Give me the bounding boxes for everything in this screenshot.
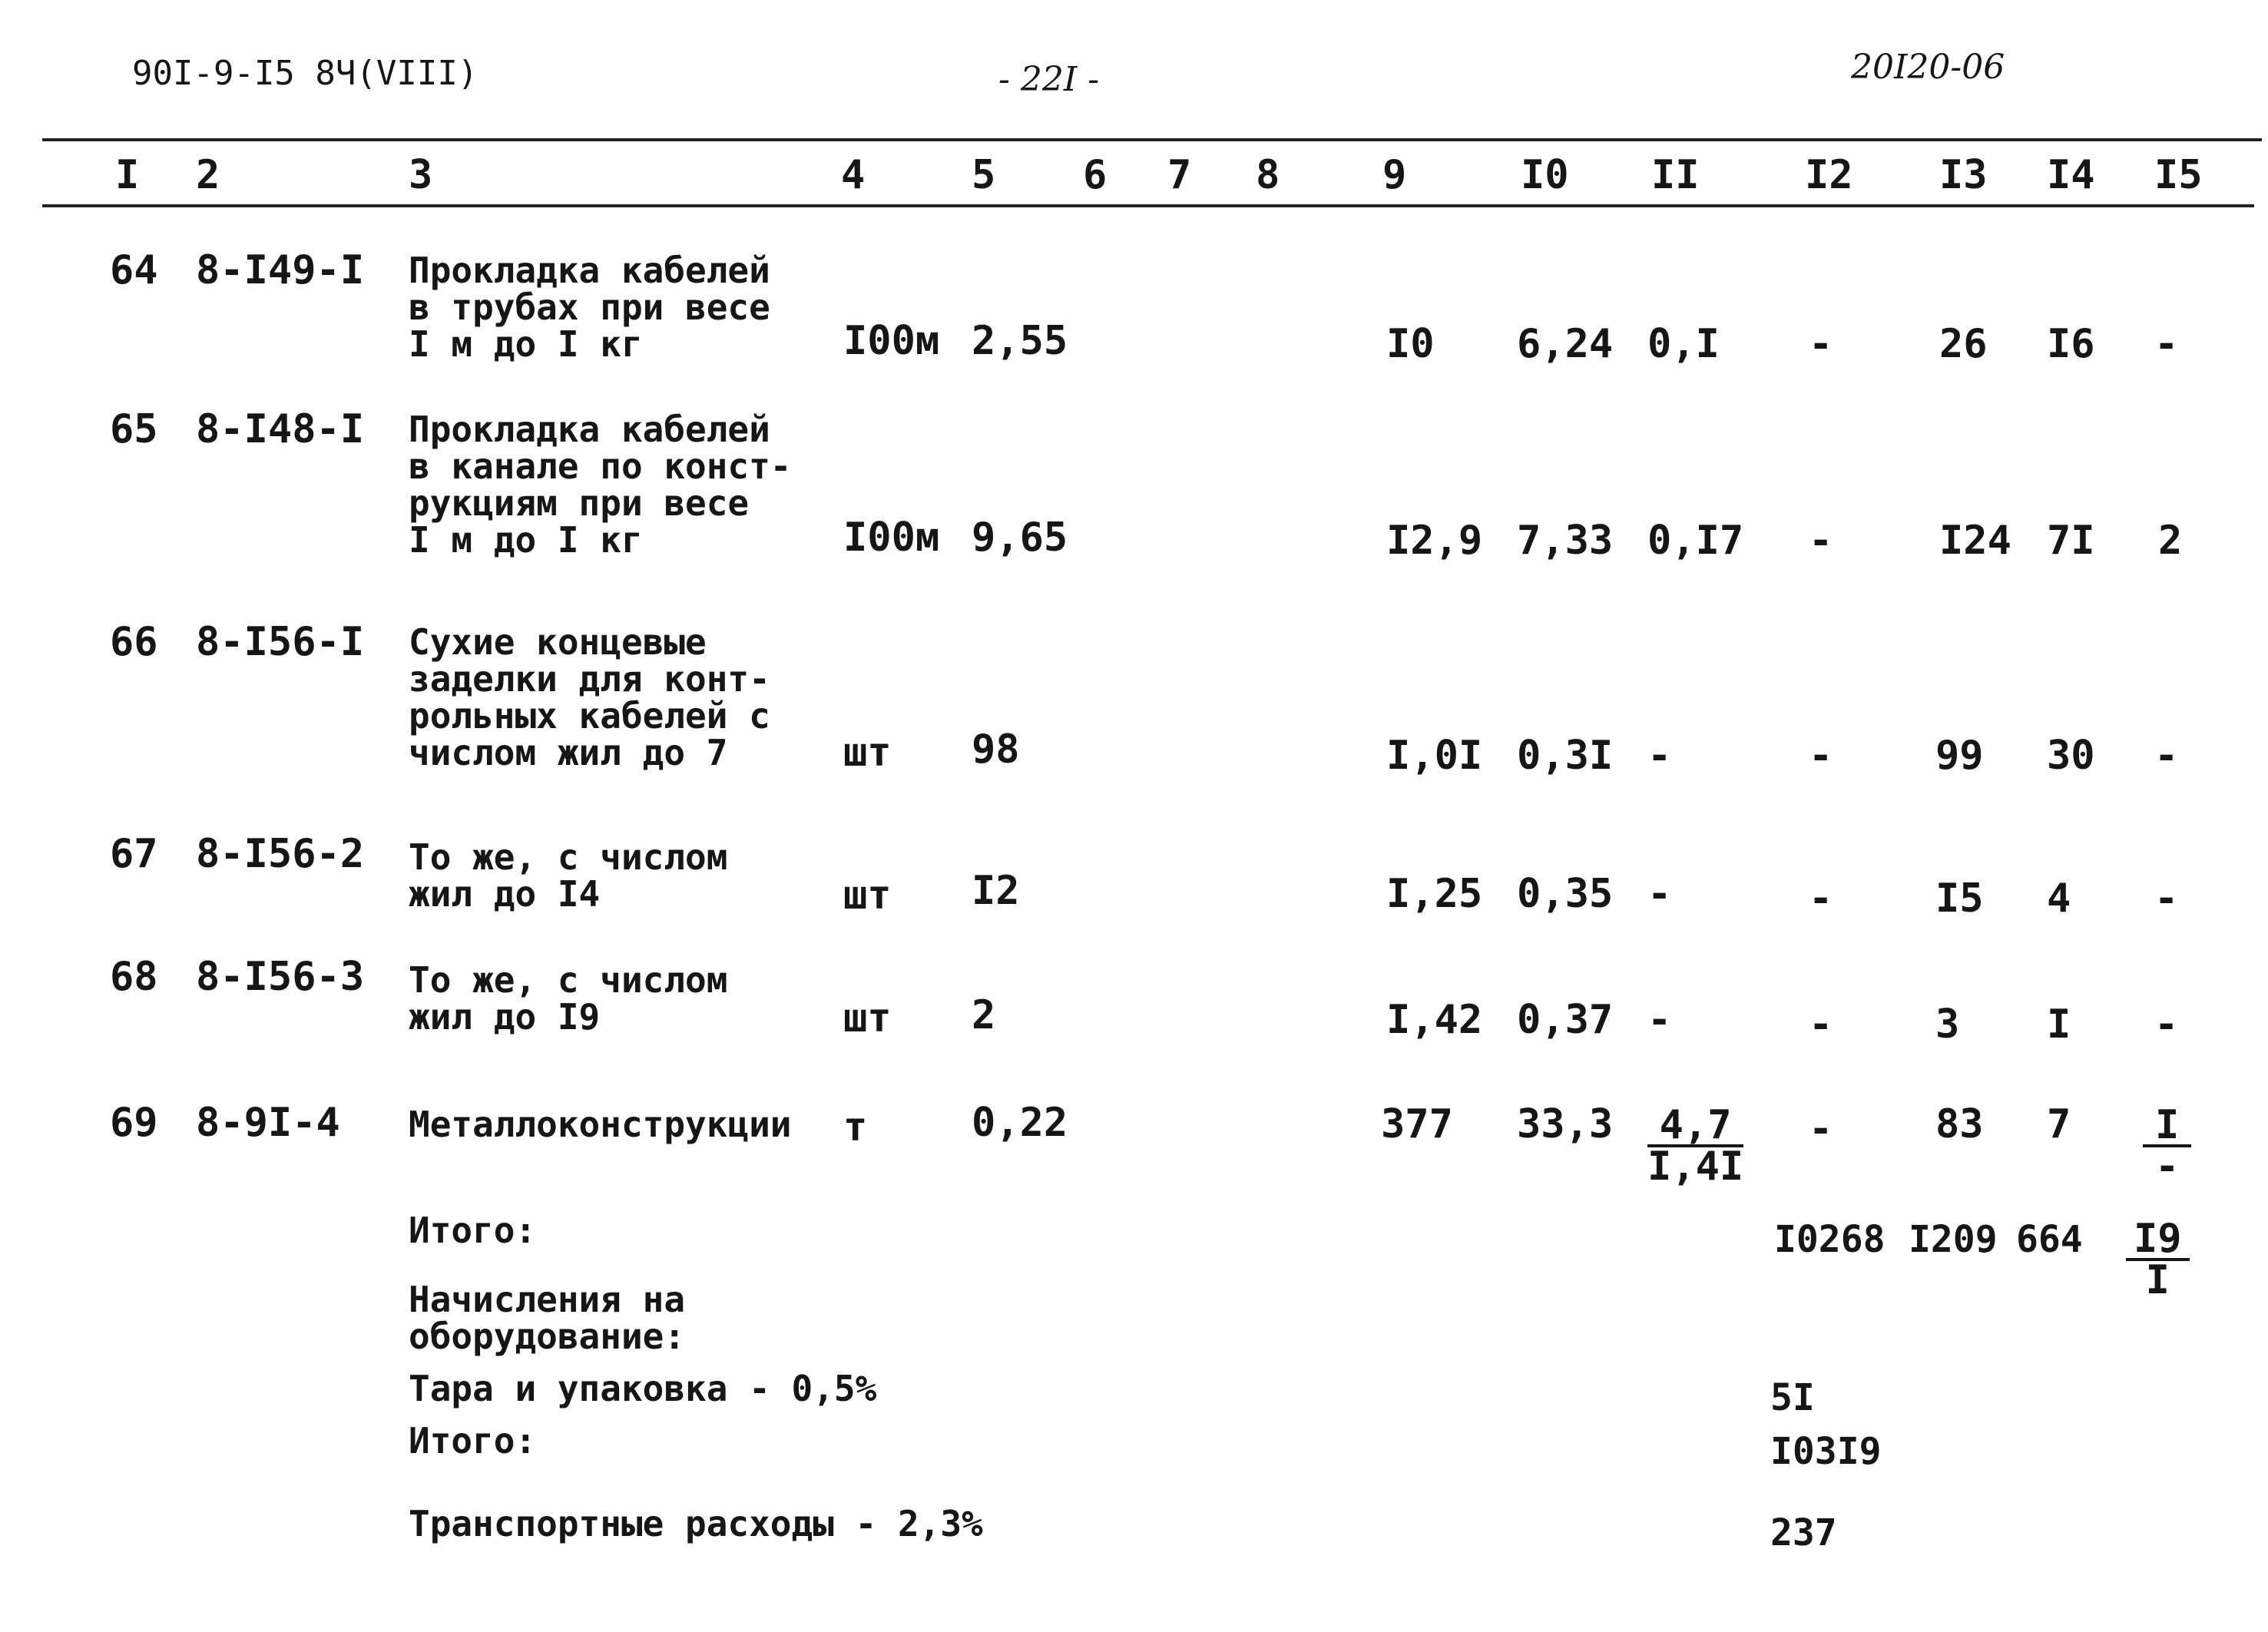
page-number: - 22I - bbox=[998, 60, 1100, 99]
row-number: 64 bbox=[110, 247, 158, 293]
row-description: Прокладка кабелей в трубах при весе I м до I кг bbox=[409, 250, 770, 365]
fraction-denominator: - bbox=[2155, 1144, 2180, 1190]
top-rule bbox=[42, 138, 2262, 141]
column-header-11: II bbox=[1651, 152, 1700, 198]
row-col11-fraction bbox=[1647, 1102, 1744, 1190]
row-number: 66 bbox=[110, 619, 158, 665]
row-description: То же, с числом жил до I9 bbox=[409, 959, 728, 1038]
row-number: 69 bbox=[110, 1100, 158, 1146]
row-col15: 2 bbox=[2158, 518, 2183, 564]
row-unit: I00м bbox=[843, 318, 940, 364]
fraction-denominator: I bbox=[2145, 1257, 2170, 1303]
fraction-numerator: I bbox=[2143, 1106, 2191, 1147]
row-col12: - bbox=[1809, 1001, 1833, 1048]
row-code: 8-9I-4 bbox=[196, 1100, 340, 1146]
column-header-4: 4 bbox=[841, 152, 866, 198]
row-col9: I2,9 bbox=[1386, 518, 1483, 564]
column-header-6: 6 bbox=[1083, 152, 1108, 198]
row-col5: 98 bbox=[972, 727, 1020, 773]
column-header-1: I bbox=[115, 152, 140, 198]
row-col12: - bbox=[1809, 1106, 1833, 1152]
row-unit: т bbox=[843, 1104, 868, 1150]
subtotal-label: Итого: bbox=[409, 1420, 537, 1462]
row-number: 67 bbox=[110, 831, 158, 877]
row-col9: I,25 bbox=[1386, 871, 1483, 917]
row-col13: I5 bbox=[1935, 876, 1984, 922]
row-col14: 4 bbox=[2047, 876, 2071, 922]
row-description: То же, с числом жил до I4 bbox=[409, 836, 728, 915]
row-col14: 7 bbox=[2047, 1101, 2071, 1147]
row-col11: 0,I7 bbox=[1647, 518, 1744, 564]
column-header-8: 8 bbox=[1256, 152, 1280, 198]
row-col14: 30 bbox=[2047, 733, 2095, 779]
row-col9: 377 bbox=[1381, 1101, 1453, 1147]
column-header-3: 3 bbox=[409, 152, 433, 198]
total-col15-fraction bbox=[2126, 1216, 2190, 1303]
row-col10: 0,3I bbox=[1517, 733, 1614, 779]
column-header-14: I4 bbox=[2047, 152, 2095, 198]
row-code: 8-I48-I bbox=[196, 406, 365, 452]
reference-number: 20I20-06 bbox=[1851, 48, 2005, 87]
column-header-10: I0 bbox=[1521, 152, 1569, 198]
row-col13: 3 bbox=[1935, 1001, 1960, 1048]
row-col10: 0,35 bbox=[1517, 871, 1614, 917]
row-col5: 0,22 bbox=[972, 1100, 1068, 1146]
row-unit: I00м bbox=[843, 515, 940, 561]
total-col13: I209 bbox=[1909, 1218, 1998, 1261]
row-description: Сухие концевые заделки для конт- рольных кабелей с числом жил до 7 bbox=[409, 621, 770, 773]
row-col15: - bbox=[2154, 876, 2179, 922]
row-col14: I bbox=[2047, 1001, 2071, 1048]
row-description: Прокладка кабелей в канале по конст- рукциям при весе I м до I кг bbox=[409, 409, 792, 561]
row-col11: - bbox=[1647, 871, 1672, 917]
row-col11: 0,I bbox=[1647, 321, 1720, 367]
row-code: 8-I49-I bbox=[196, 247, 365, 293]
column-header-9: 9 bbox=[1382, 152, 1407, 198]
row-col10: 6,24 bbox=[1517, 321, 1614, 367]
row-col12: - bbox=[1809, 876, 1833, 922]
row-col13: I24 bbox=[1939, 518, 2011, 564]
row-col9: I,0I bbox=[1386, 733, 1483, 779]
column-header-15: I5 bbox=[2154, 152, 2203, 198]
transport-value: 237 bbox=[1770, 1511, 1837, 1554]
column-header-12: I2 bbox=[1805, 152, 1853, 198]
row-col5: 2,55 bbox=[972, 318, 1068, 364]
header-bottom-rule bbox=[42, 204, 2254, 207]
row-col14: I6 bbox=[2047, 321, 2095, 367]
row-col15: - bbox=[2154, 1001, 2179, 1048]
fraction-numerator: 4,7 bbox=[1647, 1106, 1743, 1147]
row-col10: 0,37 bbox=[1517, 997, 1614, 1043]
subtotal-value: I03I9 bbox=[1770, 1430, 1882, 1473]
row-col12: - bbox=[1809, 321, 1833, 367]
row-unit: шт bbox=[843, 995, 892, 1041]
row-col12: - bbox=[1809, 518, 1833, 564]
total-col14: 664 bbox=[2016, 1218, 2083, 1261]
total-col12: I0268 bbox=[1774, 1218, 1886, 1261]
row-col13: 99 bbox=[1935, 733, 1984, 779]
row-col15: - bbox=[2154, 733, 2179, 779]
row-col14: 7I bbox=[2047, 518, 2095, 564]
row-code: 8-I56-I bbox=[196, 619, 365, 665]
row-col5: 9,65 bbox=[972, 515, 1068, 561]
row-code: 8-I56-2 bbox=[196, 831, 365, 877]
column-header-5: 5 bbox=[972, 152, 996, 198]
fraction-numerator: I9 bbox=[2126, 1220, 2190, 1261]
row-description: Металлоконструкции bbox=[409, 1104, 792, 1145]
row-col10: 33,3 bbox=[1517, 1101, 1614, 1147]
column-header-7: 7 bbox=[1167, 152, 1192, 198]
total-label: Итого: bbox=[409, 1210, 537, 1251]
row-col9: I,42 bbox=[1386, 997, 1483, 1043]
packaging-label: Тара и упаковка - 0,5% bbox=[409, 1368, 877, 1409]
row-col15-fraction bbox=[2143, 1102, 2191, 1190]
row-unit: шт bbox=[843, 872, 892, 919]
row-col5: 2 bbox=[972, 992, 996, 1038]
row-unit: шт bbox=[843, 730, 892, 776]
row-col11: - bbox=[1647, 733, 1672, 779]
row-col10: 7,33 bbox=[1517, 518, 1614, 564]
equipment-charges-label: Начисления на оборудование: bbox=[409, 1279, 686, 1357]
row-col9: I0 bbox=[1386, 321, 1435, 367]
row-col11: - bbox=[1647, 997, 1672, 1043]
row-number: 68 bbox=[110, 954, 158, 1000]
row-col15: - bbox=[2154, 321, 2179, 367]
column-header-13: I3 bbox=[1939, 152, 1988, 198]
column-header-2: 2 bbox=[196, 152, 220, 198]
row-col5: I2 bbox=[972, 868, 1020, 914]
transport-label: Транспортные расходы - 2,3% bbox=[409, 1503, 983, 1544]
document-code: 90I-9-I5 8Ч(VIII) bbox=[132, 54, 478, 93]
row-col13: 26 bbox=[1939, 321, 1988, 367]
row-code: 8-I56-3 bbox=[196, 954, 365, 1000]
row-number: 65 bbox=[110, 406, 158, 452]
row-col12: - bbox=[1809, 733, 1833, 779]
fraction-denominator: I,4I bbox=[1647, 1144, 1744, 1190]
row-col13: 83 bbox=[1935, 1101, 1984, 1147]
packaging-value: 5I bbox=[1770, 1376, 1815, 1419]
